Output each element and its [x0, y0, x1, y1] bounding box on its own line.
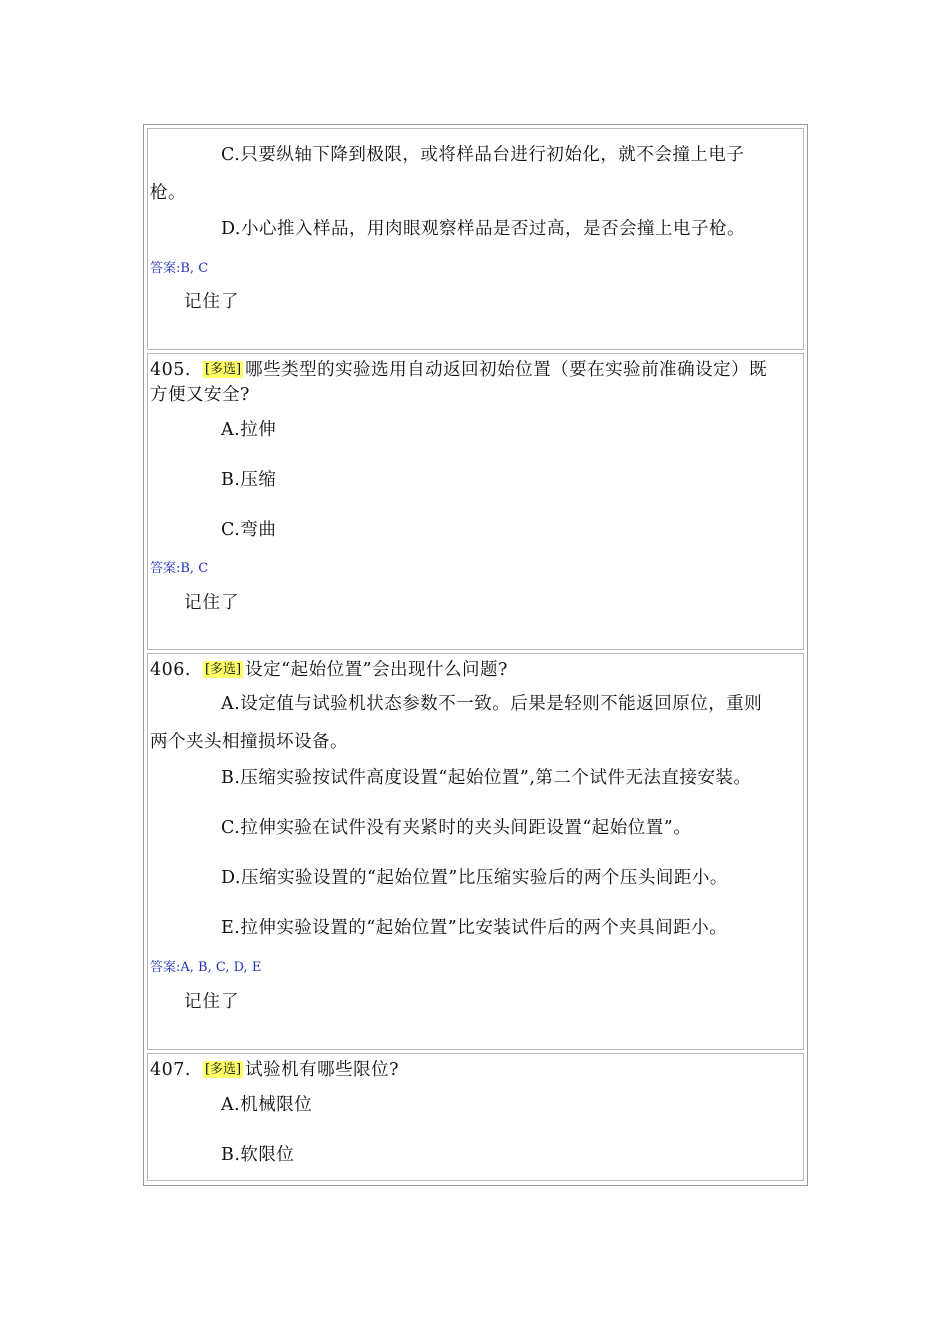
question-text: 试验机有哪些限位?	[245, 1060, 400, 1080]
option-a: A.拉伸	[221, 420, 277, 440]
answer-label: 答案:B, C	[150, 261, 209, 276]
question-title	[150, 1058, 399, 1082]
question-text: 哪些类型的实验选用自动返回初始位置（要在实验前准确设定）既	[245, 360, 768, 380]
option-d: D.压缩实验设置的“起始位置”比压缩实验后的两个压头间距小。	[221, 868, 728, 888]
remember-link[interactable]: 记住了	[184, 992, 240, 1012]
answer-label: 答案:B, C	[150, 561, 209, 576]
multi-select-tag: [多选]	[204, 662, 242, 677]
option-c: C.只要纵轴下降到极限，或将样品台进行初始化，就不会撞上电子	[221, 145, 745, 165]
option-a: A.机械限位	[221, 1095, 313, 1115]
question-number: 406.	[150, 660, 191, 680]
option-b: B.软限位	[221, 1145, 295, 1165]
option-c: C.弯曲	[221, 520, 277, 540]
question-text: 设定“起始位置”会出现什么问题?	[245, 660, 508, 680]
question-number: 407.	[150, 1060, 191, 1080]
multi-select-tag: [多选]	[204, 1062, 242, 1077]
question-card-405	[147, 353, 804, 650]
answer-label: 答案:A, B, C, D, E	[150, 960, 262, 975]
option-a-continuation: 两个夹头相撞损坏设备。	[150, 732, 348, 752]
question-card-407	[147, 1053, 804, 1181]
multi-select-tag: [多选]	[204, 362, 242, 377]
question-number: 405.	[150, 360, 191, 380]
remember-link[interactable]: 记住了	[184, 292, 240, 312]
question-title	[150, 358, 767, 382]
question-text-continuation: 方便又安全?	[150, 385, 250, 405]
option-c-continuation: 枪。	[150, 183, 186, 203]
question-card-406	[147, 653, 804, 1050]
option-d: D.小心推入样品，用肉眼观察样品是否过高，是否会撞上电子枪。	[221, 219, 745, 239]
option-a: A.设定值与试验机状态参数不一致。后果是轻则不能返回原位，重则	[221, 694, 763, 714]
option-b: B.压缩实验按试件高度设置“起始位置”,第二个试件无法直接安装。	[221, 768, 752, 788]
question-list-frame	[143, 124, 808, 1186]
remember-link[interactable]: 记住了	[184, 593, 240, 613]
option-b: B.压缩	[221, 470, 277, 490]
question-title	[150, 658, 508, 682]
question-card-404	[147, 128, 804, 350]
option-c: C.拉伸实验在试件没有夹紧时的夹头间距设置“起始位置”。	[221, 818, 692, 838]
option-e: E.拉伸实验设置的“起始位置”比安装试件后的两个夹具间距小。	[221, 918, 728, 938]
